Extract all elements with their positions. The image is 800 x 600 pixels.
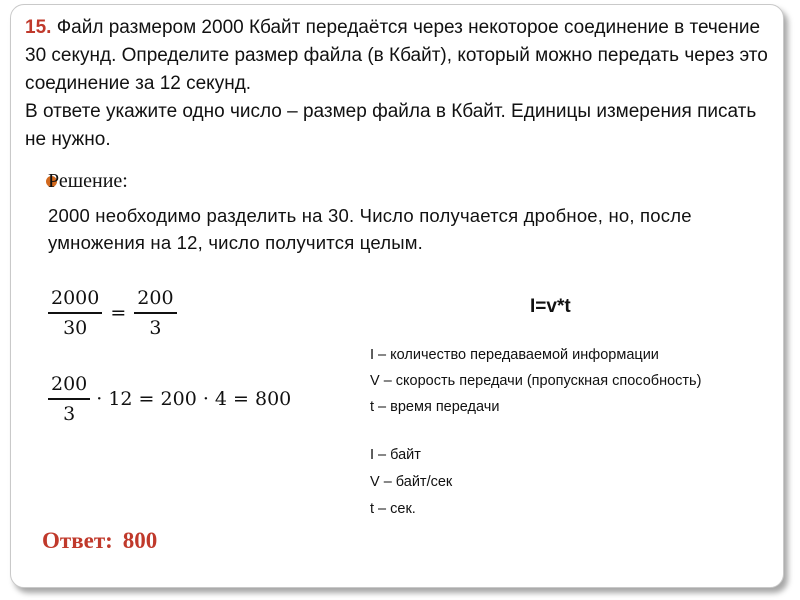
answer-value: 800 (122, 528, 158, 553)
fraction-200-3 (48, 370, 90, 428)
multiplication-chain: · 12 = 200 · 4 = 800 (96, 388, 292, 410)
equals-sign: = (110, 302, 127, 324)
formula: I=v*t (530, 296, 571, 317)
denominator: 3 (63, 403, 76, 425)
fraction-200-3 (134, 284, 176, 342)
equation-multiply (48, 370, 291, 428)
problem-number: 15. (25, 17, 52, 38)
solution-label: Решение: (48, 170, 128, 192)
answer (42, 528, 157, 554)
answer-label: Ответ: (42, 528, 113, 553)
numerator: 200 (137, 287, 174, 309)
fraction-2000-30 (48, 284, 102, 342)
numerator: 2000 (51, 287, 100, 309)
solution-text: 2000 необходимо разделить на 30. Число получается дробное, но, после умножения на 12, число получится целым. (48, 205, 692, 253)
problem-instruction: В ответе укажите одно число – размер файла в Кбайт. Единицы измерения писать не нужно. (25, 101, 757, 150)
denominator: 30 (63, 317, 88, 339)
unit-item: t – сек. (370, 501, 416, 517)
unit-item: V – байт/сек (370, 474, 453, 490)
definition-item: V – скорость передачи (пропускная способность) (370, 373, 702, 389)
equation-fraction-simplify (48, 284, 177, 342)
problem-text: Файл размером 2000 Кбайт передаётся через некоторое соединение в течение 30 секунд. Определите размер файла (в Кбайт), который можно передать через это соединение за 12 секунд. (25, 17, 768, 94)
problem-statement (25, 14, 775, 154)
denominator: 3 (149, 317, 162, 339)
definition-item: I – количество передаваемой информации (370, 347, 659, 363)
numerator: 200 (51, 373, 88, 395)
unit-item: I – байт (370, 447, 421, 463)
definitions-list (370, 342, 701, 420)
definition-item: t – время передачи (370, 399, 500, 415)
units-list (370, 442, 452, 523)
